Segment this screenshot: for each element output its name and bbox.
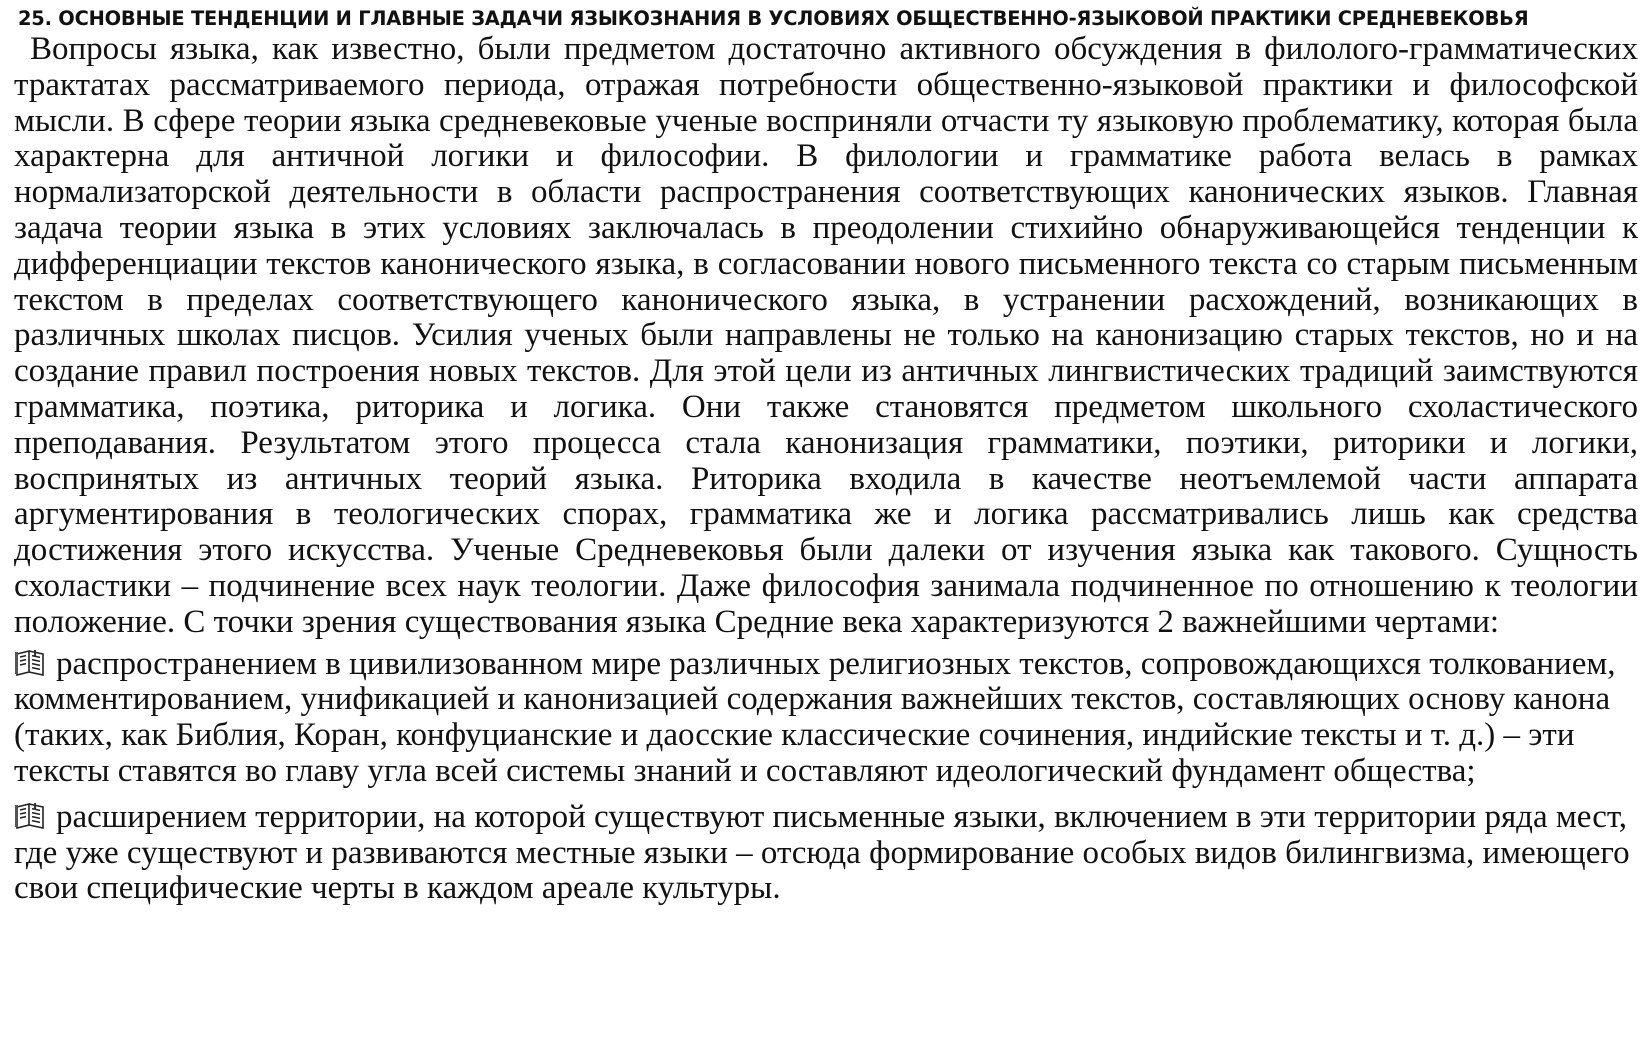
bullet-item-2: [14, 800, 1638, 907]
bullet-text-2: расширением территории, на которой существуют письменные языки, включением в эти территории ряда мест, где уже существуют и развиваются местные языки – отсюда формирование особых видов билингвизма, имеющего свои специфические черты в каждом ареале культуры.: [14, 798, 1630, 907]
main-paragraph: Вопросы языка, как известно, были предметом достаточно активного обсуждения в филолого-грамматических трактатах рассматриваемого периода, отражая потребности общественно-языковой практики и философской мысли. В сфере теории языка средневековые ученые восприняли отчасти ту языковую проблематику, которая была характерна для античной логики и философии. В филологии и грамматике работа велась в рамках нормализаторской деятельности в области распространения соответствующих канонических языков. Главная задача теории языка в этих условиях заключалась в преодолении стихийно обнаруживающейся тенденции к дифференциации текстов канонического языка, в согласовании нового письменного текста со старым письменным текстом в пределах соответствующего канонического языка, в устранении расхождений, возникающих в различных школах писцов. Усилия ученых были направлены не только на канонизацию старых текстов, но и на создание правил построения новых текстов. Для этой цели из античных лингвистических традиций заимствуются грамматика, поэтика, риторика и логика. Они также становятся предметом школьного схоластического преподавания. Результатом этого процесса стала канонизация грамматики, поэтики, риторики и логики, воспринятых из античных теорий языка. Риторика входила в качестве неотъемлемой части аппарата аргументирования в теологических спорах, грамматика же и логика рассматривались лишь как средства достижения этого искусства. Ученые Средневековья были далеки от изучения языка как такового. Сущность схоластики – подчинение всех наук теологии. Даже философия занимала подчиненное по отношению к теологии положение. С точки зрения существования языка Средние века характеризуются 2 важнейшими чертами:: [14, 31, 1638, 640]
bullet-item-1: [14, 647, 1638, 790]
book-icon: [14, 801, 48, 829]
section-heading: 25. ОСНОВНЫЕ ТЕНДЕНЦИИ И ГЛАВНЫЕ ЗАДАЧИ ЯЗЫКОЗНАНИЯ В УСЛОВИЯХ ОБЩЕСТВЕННО-ЯЗЫКОВОЙ ПРАКТИКИ СРЕДНЕВЕКОВЬЯ: [18, 7, 1529, 30]
body-text: [14, 32, 1638, 907]
book-icon: [14, 648, 48, 676]
bullet-text-1: распространением в цивилизованном мире различных религиозных текстов, сопровождающихся толкованием, комментированием, унификацией и канонизацией содержания важнейших текстов, составляющих основу канона (таких, как Библия, Коран, конфуцианские и даосские классические сочинения, индийские тексты и т. д.) – эти тексты ставятся во главу угла всей системы знаний и составляют идеологический фундамент общества;: [14, 645, 1616, 789]
